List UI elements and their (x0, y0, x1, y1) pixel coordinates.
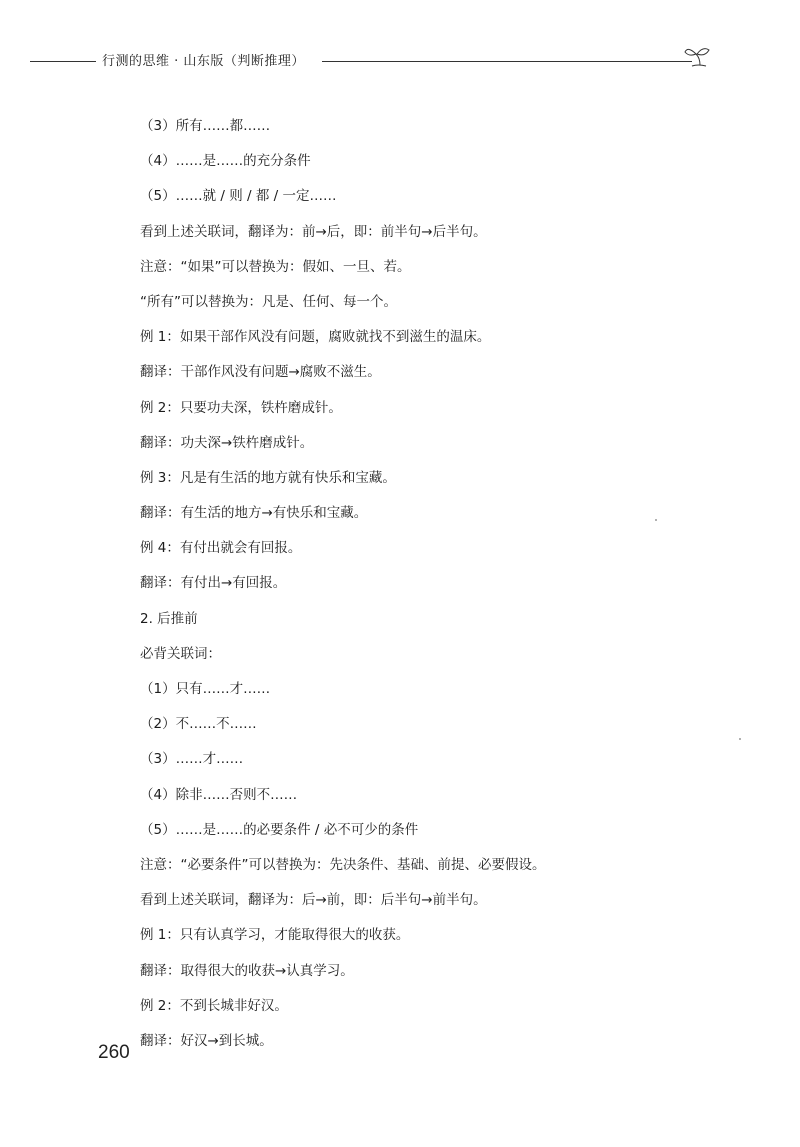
text-line: 例 2：只要功夫深，铁杵磨成针。 (140, 399, 342, 416)
header-rule-left (30, 61, 96, 62)
header-title: 行测的思维 · 山东版（判断推理） (102, 54, 305, 69)
text-line: （2）不……不…… (140, 716, 257, 733)
sprout-icon (676, 44, 716, 72)
text-line: “所有”可以替换为：凡是、任何、每一个。 (140, 293, 397, 310)
page-body (140, 109, 760, 1059)
text-line: （3）所有……都…… (140, 118, 271, 134)
text-line: 例 1：如果干部作风没有问题，腐败就找不到滋生的温床。 (140, 329, 491, 346)
scan-speck (655, 519, 657, 521)
text-line: 翻译：好汉→到长城。 (140, 1032, 273, 1049)
text-line: 翻译：功夫深→铁杵磨成针。 (140, 434, 314, 451)
text-line: （1）只有……才…… (140, 681, 271, 697)
header-rule-right (322, 61, 692, 62)
page-number: 260 (98, 1042, 130, 1063)
text-line: 翻译：有付出→有回报。 (140, 575, 287, 592)
text-line: 注意：“如果”可以替换为：假如、一旦、若。 (140, 258, 411, 275)
text-line: 例 1：只有认真学习，才能取得很大的收获。 (140, 927, 410, 944)
section-heading: 2. 后推前 (140, 610, 198, 627)
scan-speck (739, 738, 741, 740)
text-line: 翻译：干部作风没有问题→腐败不滋生。 (140, 364, 381, 381)
text-line: （4）……是……的充分条件 (140, 153, 311, 170)
text-line: 例 2：不到长城非好汉。 (140, 997, 288, 1014)
text-line: 看到上述关联词，翻译为：前→后，即：前半句→后半句。 (140, 223, 487, 240)
text-line: （5）……就 / 则 / 都 / 一定…… (140, 188, 337, 205)
text-line: （5）……是……的必要条件 / 必不可少的条件 (140, 821, 419, 838)
text-line: （3）……才…… (140, 751, 244, 768)
text-line: 看到上述关联词，翻译为：后→前，即：后半句→前半句。 (140, 892, 487, 909)
text-line: 翻译：有生活的地方→有快乐和宝藏。 (140, 505, 368, 522)
text-line: 例 3：凡是有生活的地方就有快乐和宝藏。 (140, 469, 396, 486)
running-header (0, 44, 800, 74)
text-line: （4）除非……否则不…… (140, 786, 298, 803)
text-line: 注意：“必要条件”可以替换为：先决条件、基础、前提、必要假设。 (140, 856, 546, 873)
text-line: 必背关联词： (140, 645, 221, 662)
text-line: 例 4：有付出就会有回报。 (140, 540, 302, 557)
text-line: 翻译：取得很大的收获→认真学习。 (140, 962, 354, 979)
